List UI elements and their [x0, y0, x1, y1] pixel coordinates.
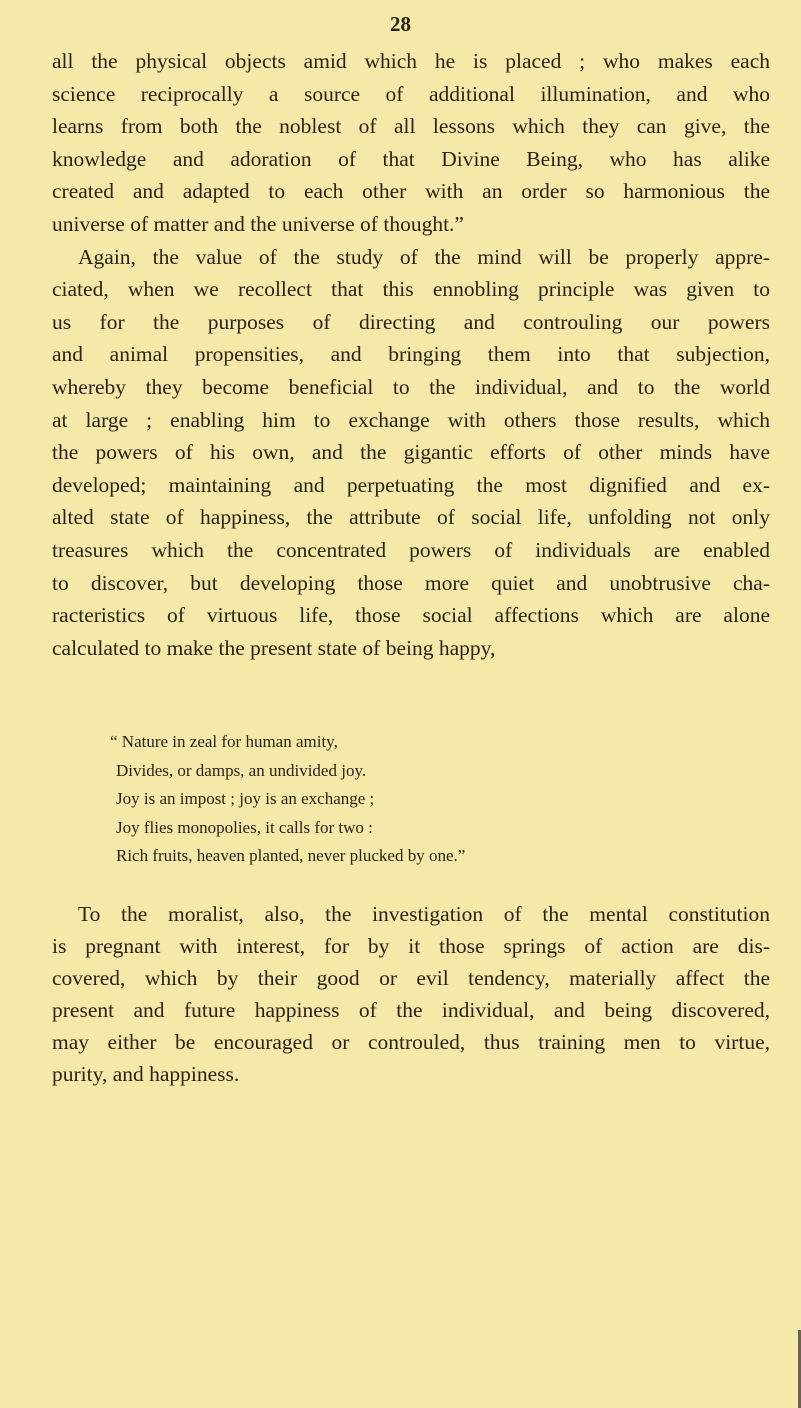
poem-line: Rich fruits, heaven planted, never plucked by one.” [116, 846, 466, 866]
text-line: to discover, but developing those more quiet and unobtrusive cha- [52, 570, 770, 595]
text-line: developed; maintaining and perpetuating the most dignified and ex- [52, 472, 770, 497]
text-line: at large ; enabling him to exchange with others those results, which [52, 407, 770, 432]
text-line: learns from both the noblest of all lessons which they can give, the [52, 114, 770, 139]
text-line: the powers of his own, and the gigantic efforts of other minds have [52, 440, 770, 465]
paragraph [52, 898, 770, 1090]
poem-line: “ Nature in zeal for human amity, [110, 732, 338, 751]
text-line: created and adapted to each other with an order so harmonious the [52, 179, 770, 204]
text-line: all the physical objects amid which he is placed ; who makes each [52, 49, 770, 73]
text-line: may either be encouraged or controuled, thus training men to virtue, [52, 1030, 770, 1054]
text-line: ciated, when we recollect that this ennobling principle was given to [52, 277, 770, 302]
text-line: racteristics of virtuous life, those social affections which are alone [52, 603, 770, 628]
text-line: universe of matter and the universe of thought.” [52, 211, 464, 236]
text-line: knowledge and adoration of that Divine Being, who has alike [52, 146, 770, 171]
text-line: is pregnant with interest, for by it those springs of action are dis- [52, 934, 770, 958]
text-line: covered, which by their good or evil tendency, materially affect the [52, 966, 770, 990]
text-line: science reciprocally a source of additional illumination, and who [52, 81, 770, 106]
poem-line: Joy is an impost ; joy is an exchange ; [116, 789, 375, 809]
text-line: and animal propensities, and bringing them into that subjection, [52, 342, 770, 367]
poem-line: Joy flies monopolies, it calls for two : [116, 817, 373, 837]
poem-quotation [110, 728, 670, 871]
text-line: To the moralist, also, the investigation of the mental constitution [78, 902, 770, 926]
text-line: alted state of happiness, the attribute of social life, unfolding not only [52, 505, 770, 530]
paragraph-continuation [52, 45, 770, 664]
poem-line: Divides, or damps, an undivided joy. [116, 760, 367, 780]
text-line: Again, the value of the study of the mind will be properly appre- [78, 244, 770, 269]
text-line: us for the purposes of directing and controuling our powers [52, 309, 770, 334]
text-line: purity, and happiness. [52, 1062, 240, 1086]
text-line: treasures which the concentrated powers of individuals are enabled [52, 537, 770, 562]
page-number: 28 [390, 12, 411, 36]
text-line: whereby they become beneficial to the individual, and to the world [52, 374, 770, 399]
text-line: present and future happiness of the individual, and being discovered, [52, 998, 770, 1022]
text-line: calculated to make the present state of being happy, [52, 635, 496, 660]
